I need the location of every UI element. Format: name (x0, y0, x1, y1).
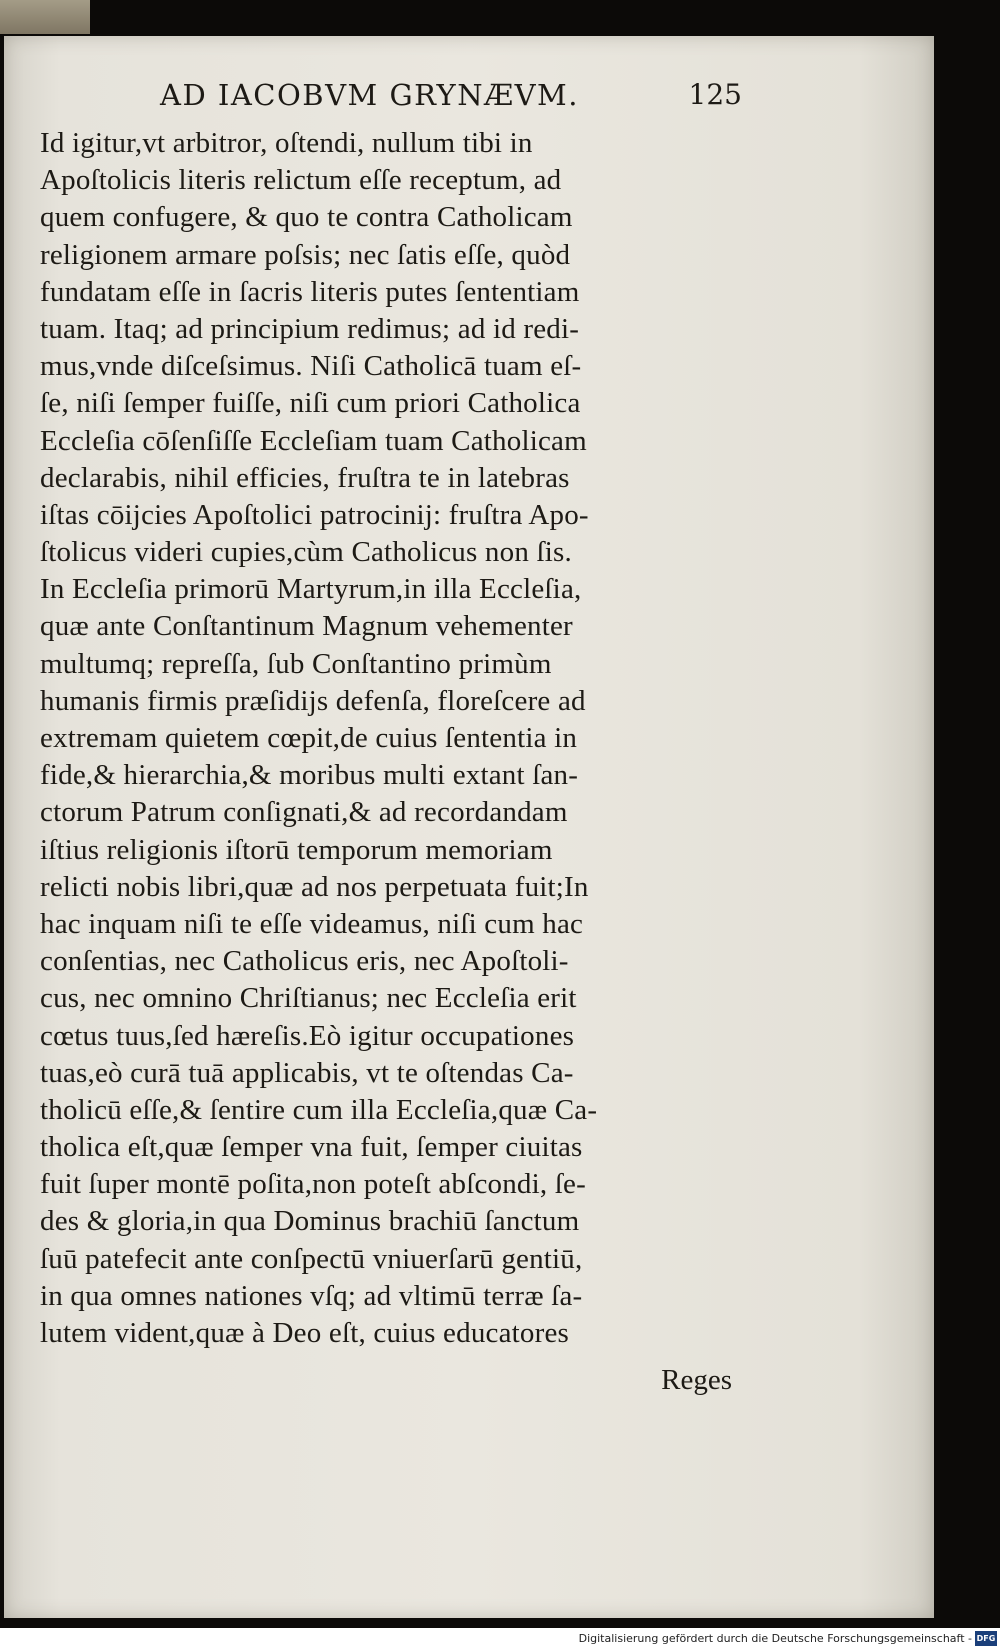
text-line: multumq; repreſſa, ſub Conſtantino primùm (40, 647, 552, 680)
text-line: relicti nobis libri,quæ ad nos perpetuata fuit;In (40, 870, 589, 903)
text-line: Eccleſia cōſenſiſſe Eccleſiam tuam Catholicam (40, 424, 587, 457)
text-line: conſentias, nec Catholicus eris, nec Apoſtoli- (40, 945, 569, 978)
text-line: ctorum Patrum conſignati,& ad recordandam (40, 796, 568, 829)
text-line: iſtas cōijcies Apoſtolici patrocinij: fruſtra Apo- (40, 498, 589, 531)
dfg-logo: DFG (975, 1631, 997, 1646)
running-head: AD IACOBVM GRYNÆVM. (160, 78, 579, 112)
text-line: fundatam eſſe in ſacris literis putes ſententiam (40, 275, 580, 308)
text-line: cus, nec omnino Chriſtianus; nec Eccleſia erit (40, 982, 577, 1015)
text-line: tuam. Itaq; ad principium redimus; ad id redi- (40, 312, 580, 345)
text-line: lutem vident,quæ à Deo eſt, cuius educatores (40, 1317, 570, 1349)
text-line: in qua omnes nationes vſq; ad vltimū terræ ſa- (40, 1279, 583, 1312)
body-text (40, 125, 760, 1415)
text-line: fuit ſuper montē poſita,non poteſt abſcondi, ſe- (40, 1168, 586, 1201)
text-line: cœtus tuus,ſed hæreſis.Eò igitur occupationes (40, 1019, 575, 1052)
text-line: iſtius religionis iſtorū temporum memoriam (40, 833, 553, 866)
funding-credit: Digitalisierung gefördert durch die Deutsche Forschungsgemeinschaft - (578, 1632, 972, 1645)
text-line: ſe, niſi ſemper fuiſſe, niſi cum priori Catholica (40, 387, 581, 420)
text-line: quæ ante Conſtantinum Magnum vehementer (40, 610, 573, 643)
text-line: fide,& hierarchia,& moribus multi extant ſan- (40, 759, 579, 792)
text-line: tholica eſt,quæ ſemper vna fuit, ſemper ciuitas (40, 1131, 583, 1164)
page-number: 125 (688, 78, 742, 111)
text-line: Id igitur,vt arbitror, oſtendi, nullum tibi in (40, 127, 533, 159)
text-line: des & gloria,in qua Dominus brachiū ſanctum (40, 1205, 580, 1238)
text-line: humanis firmis præſidijs defenſa, floreſcere ad (40, 684, 586, 717)
text-line: ſtolicus videri cupies,cùm Catholicus non ſis. (40, 536, 572, 569)
text-line: tholicū eſſe,& ſentire cum illa Eccleſia,quæ Ca- (40, 1093, 598, 1126)
text-line: tuas,eò curā tuā applicabis, vt te oſtendas Ca- (40, 1056, 574, 1089)
book-edge (0, 0, 90, 34)
text-line: quem confugere, & quo te contra Catholicam (40, 201, 573, 234)
text-line: hac inquam niſi te eſſe videamus, niſi cum hac (40, 907, 584, 940)
text-line: extremam quietem cœpit,de cuius ſententia in (40, 722, 578, 754)
text-line: ſuū patefecit ante conſpectū vniuerſarū gentiū, (40, 1242, 583, 1275)
text-line: Apoſtolicis literis relictum eſſe receptum, ad (40, 164, 562, 197)
text-line: mus,vnde diſceſsimus. Niſi Catholicā tuam eſ- (40, 350, 582, 383)
catchword: Reges (661, 1364, 732, 1396)
text-line: religionem armare poſsis; nec ſatis eſſe, quòd (40, 238, 571, 271)
text-line: declarabis, nihil efficies, fruſtra te in latebras (40, 461, 570, 494)
text-line: In Eccleſia primorū Martyrum,in illa Eccleſia, (40, 573, 582, 606)
